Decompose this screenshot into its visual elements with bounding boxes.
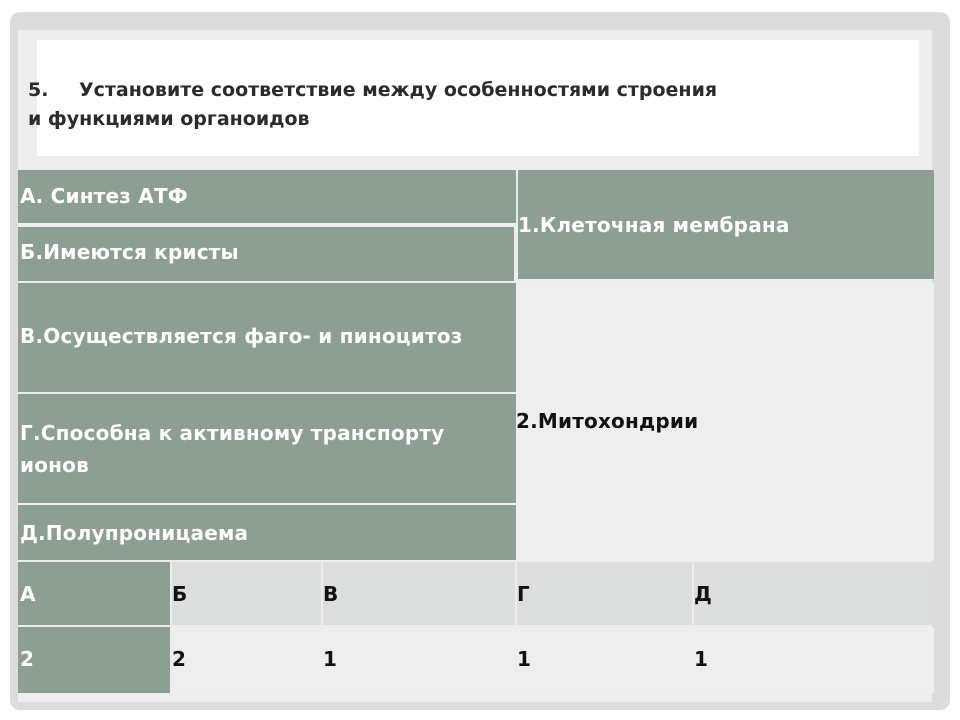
feature-b — [18, 227, 514, 281]
organoid-1-label: 1.Клеточная мембрана — [518, 213, 790, 237]
question-line1: Установите соответствие между особенностями строения — [79, 79, 718, 101]
feature-g-line2: ионов — [20, 453, 89, 477]
answer-header-d — [694, 562, 934, 625]
answer-value-d — [694, 627, 934, 693]
feature-v-label: В.Осуществляется фаго- и пиноцитоз — [20, 324, 463, 348]
feature-g-line1: Г.Способна к активному транспорту — [20, 421, 445, 445]
feature-g — [18, 394, 516, 503]
answer-value-g-label: 1 — [517, 647, 532, 671]
feature-a-label: А. Синтез АТФ — [20, 184, 188, 208]
answer-header-d-label: Д — [694, 582, 713, 606]
feature-a — [18, 170, 516, 223]
answer-header-a-label: А — [20, 582, 36, 606]
question-number: 5. — [28, 79, 49, 101]
answer-value-a — [18, 627, 170, 693]
question-line2: и функциями органоидов — [28, 108, 310, 130]
answer-value-v — [323, 627, 515, 693]
answer-value-d-label: 1 — [694, 647, 709, 671]
feature-v — [18, 283, 516, 392]
feature-d-label: Д.Полупроницаема — [20, 521, 249, 545]
organoid-2 — [516, 283, 934, 560]
answer-header-b — [172, 562, 321, 625]
answer-value-a-label: 2 — [20, 647, 35, 671]
answer-value-b — [172, 627, 321, 693]
organoid-2-label: 2.Митохондрии — [516, 409, 699, 433]
answer-header-b-label: Б — [172, 582, 188, 606]
organoid-1 — [518, 170, 934, 279]
answer-header-v — [323, 562, 515, 625]
answer-header-v-label: В — [323, 582, 339, 606]
answer-value-g — [517, 627, 692, 693]
feature-b-label: Б.Имеются кристы — [20, 240, 239, 264]
answer-value-v-label: 1 — [323, 647, 338, 671]
answer-header-a — [18, 562, 170, 625]
answer-header-g — [517, 562, 692, 625]
question-title — [28, 76, 717, 134]
answer-value-b-label: 2 — [172, 647, 187, 671]
answer-header-g-label: Г — [517, 582, 530, 606]
feature-d — [18, 505, 516, 560]
